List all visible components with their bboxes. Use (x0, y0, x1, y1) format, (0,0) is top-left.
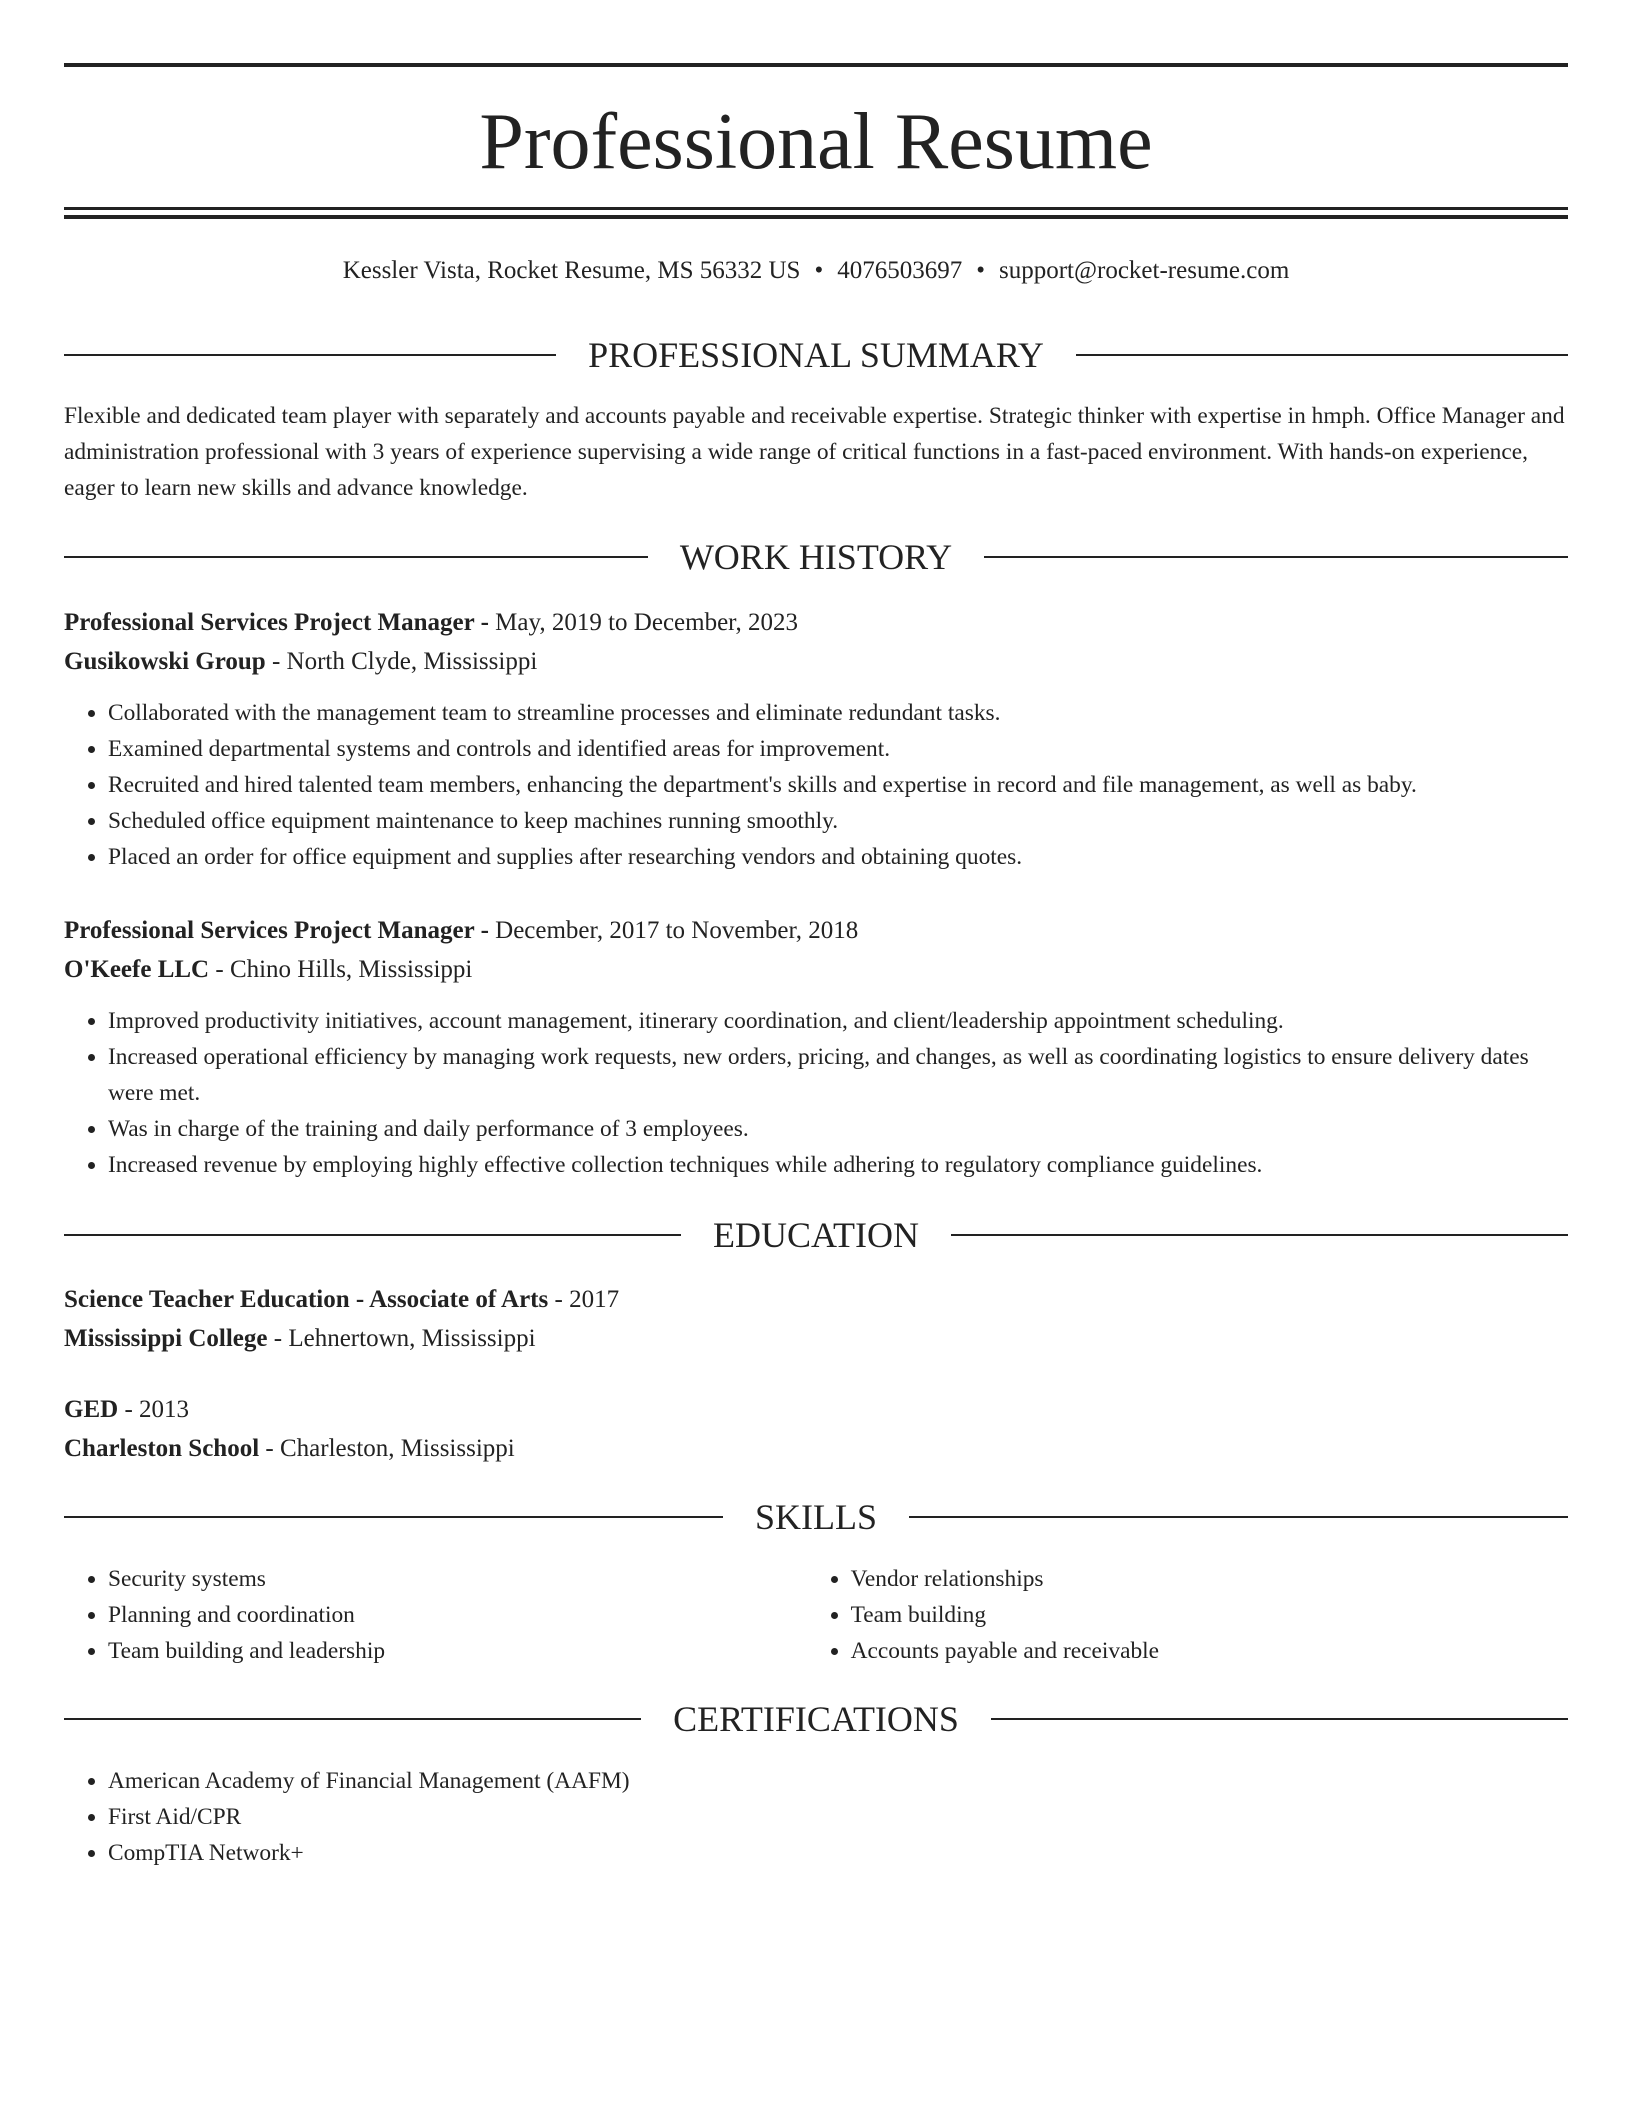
skill-item: • Accounts payable and receivable (851, 1633, 1568, 1669)
contact-separator: • (976, 257, 985, 284)
education-entry (64, 1280, 1568, 1358)
resume-title: Professional Resume (479, 98, 1153, 186)
skill-item: • Vendor relationships (851, 1561, 1568, 1597)
job-location: Chino Hills, Mississippi (229, 956, 473, 983)
heading-rule-left (64, 354, 556, 356)
job-company: O'Keefe LLC (64, 956, 210, 983)
skills-list-right (807, 1561, 1568, 1669)
section-title: SKILLS (755, 1497, 878, 1537)
job-company-line: O'Keefe LLC - Chino Hills, Mississippi (64, 956, 473, 983)
section-heading-work-history (64, 535, 1568, 579)
job-duty-item: • Was in charge of the training and daily performance of 3 employees. (108, 1111, 1568, 1147)
job-duty-item: • Increased operational efficiency by managing work requests, new orders, pricing, and changes, as well as coordinating logistics to ensure delivery dates were met. (108, 1039, 1568, 1111)
school-location: Charleston, Mississippi (279, 1435, 515, 1462)
certification-item: • First Aid/CPR (108, 1799, 1568, 1835)
heading-rule-right (984, 556, 1568, 558)
certifications (64, 1763, 1568, 1871)
school-location: Lehnertown, Mississippi (288, 1325, 536, 1352)
job-location: North Clyde, Mississippi (286, 648, 538, 675)
header-double-rule-upper (64, 207, 1568, 210)
job-entry (64, 911, 1568, 1183)
job-company: Gusikowski Group (64, 648, 266, 675)
job-title: Professional Services Project Manager (64, 609, 475, 636)
contact-phone: 4076503697 (837, 257, 963, 284)
job-duties-list (64, 695, 1568, 875)
skill-item: • Team building and leadership (108, 1633, 807, 1669)
job-duty-item: • Placed an order for office equipment and supplies after researching vendors and obtaining quotes. (108, 839, 1568, 875)
heading-rule-right (951, 1234, 1568, 1236)
contact-email: support@rocket-resume.com (998, 257, 1290, 284)
heading-rule-right (1076, 354, 1568, 356)
job-title: Professional Services Project Manager (64, 917, 475, 944)
section-heading-education (64, 1213, 1568, 1257)
school-line: Charleston School - Charleston, Mississippi (64, 1435, 515, 1462)
section-heading-skills (64, 1495, 1568, 1539)
job-duty-item: • Collaborated with the management team to streamline processes and eliminate redundant tasks. (108, 695, 1568, 731)
job-company-line: Gusikowski Group - North Clyde, Mississippi (64, 648, 538, 675)
skill-item: • Security systems (108, 1561, 807, 1597)
job-dates: December, 2017 to November, 2018 (495, 917, 859, 944)
job-duty-item: • Increased revenue by employing highly effective collection techniques while adhering to regulatory compliance guidelines. (108, 1147, 1568, 1183)
degree-name: Science Teacher Education - Associate of Arts (64, 1286, 549, 1313)
certification-item: • American Academy of Financial Management (AAFM) (108, 1763, 1568, 1799)
degree-name: GED (64, 1396, 119, 1423)
heading-rule-right (909, 1516, 1568, 1518)
heading-rule-right (991, 1718, 1568, 1720)
section-title: CERTIFICATIONS (673, 1699, 959, 1739)
school-line: Mississippi College - Lehnertown, Mississippi (64, 1325, 536, 1352)
job-duty-item: • Recruited and hired talented team members, enhancing the department's skills and expertise in record and file management, as well as baby. (108, 767, 1568, 803)
skill-item: • Team building (851, 1597, 1568, 1633)
certification-item: • CompTIA Network+ (108, 1835, 1568, 1871)
degree-year: 2017 (569, 1286, 620, 1313)
header-double-rule-lower (64, 215, 1568, 219)
section-heading-summary (64, 333, 1568, 377)
degree-line: GED - 2013 (64, 1396, 190, 1423)
job-duties-list (64, 1003, 1568, 1183)
contact-line (64, 253, 1568, 289)
certifications-list (64, 1763, 1568, 1871)
summary-text: Flexible and dedicated team player with separately and accounts payable and receivable expertise. Strategic thinker with expertise in hmph. Office Manager and administration professional with 3 years of experience supervising a wide range of critical functions in a fast-paced environment. With hands-on experience, eager to learn new skills and advance knowledge. (64, 403, 1565, 501)
contact-address: Kessler Vista, Rocket Resume, MS 56332 US (342, 257, 801, 284)
job-title-line: Professional Services Project Manager - May, 2019 to December, 2023 (64, 609, 798, 636)
job-duty-item: • Examined departmental systems and controls and identified areas for improvement. (108, 731, 1568, 767)
skills-columns (64, 1561, 1568, 1669)
skill-item: • Planning and coordination (108, 1597, 807, 1633)
heading-rule-left (64, 556, 648, 558)
heading-rule-left (64, 1516, 723, 1518)
school-name: Charleston School (64, 1435, 260, 1462)
contact-separator: • (814, 257, 824, 284)
job-duty-item: • Improved productivity initiatives, account management, itinerary coordination, and client/leadership appointment scheduling. (108, 1003, 1568, 1039)
job-title-line: Professional Services Project Manager - December, 2017 to November, 2018 (64, 917, 859, 944)
job-entry (64, 603, 1568, 875)
school-name: Mississippi College (64, 1325, 268, 1352)
job-duty-item: • Scheduled office equipment maintenance to keep machines running smoothly. (108, 803, 1568, 839)
job-dates: May, 2019 to December, 2023 (495, 609, 798, 636)
section-title: WORK HISTORY (679, 537, 953, 577)
skills-list-left (64, 1561, 807, 1669)
heading-rule-left (64, 1718, 641, 1720)
section-title: PROFESSIONAL SUMMARY (588, 335, 1044, 375)
header-top-rule (64, 63, 1568, 67)
heading-rule-left (64, 1234, 681, 1236)
section-title: EDUCATION (713, 1215, 919, 1255)
section-heading-certifications (64, 1697, 1568, 1741)
degree-line: Science Teacher Education - Associate of Arts - 2017 (64, 1286, 620, 1313)
education-entry (64, 1390, 1568, 1468)
degree-year: 2013 (139, 1396, 190, 1423)
